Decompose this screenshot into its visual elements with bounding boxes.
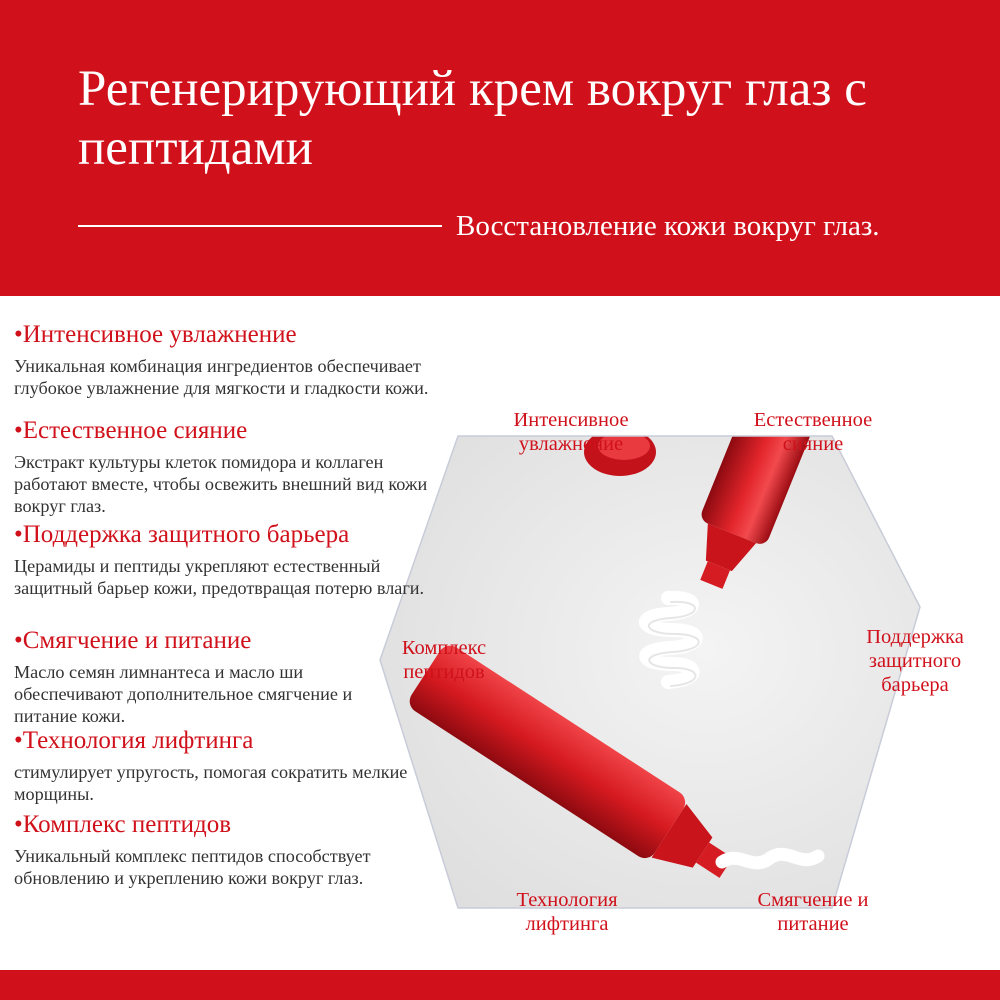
feature-description: Уникальная комбинация ингредиентов обеспечивает глубокое увлажнение для мягкости и гладкости кожи. — [14, 356, 429, 398]
feature-description: Церамиды и пептиды укрепляют естественный защитный барьер кожи, предотвращая потерю влаги. — [14, 556, 425, 598]
feature-item — [14, 520, 484, 599]
feature-item — [14, 810, 484, 889]
feature-description: Масло семян лимнантеса и масло ши обеспечивают дополнительное смягчение и питание кожи. — [14, 662, 353, 726]
feature-title: •Комплекс пептидов — [14, 811, 232, 838]
feature-title: •Поддержка защитного барьера — [14, 521, 350, 548]
feature-description: Уникальный комплекс пептидов способствует обновлению и укреплению кожи вокруг глаз. — [14, 846, 371, 888]
hex-label-barrier: Поддержка защитного барьера — [866, 626, 964, 696]
hex-label-radiance: Естественное сияние — [753, 409, 873, 455]
hex-label-peptides: Комплекс пептидов — [401, 637, 487, 683]
feature-description: Экстракт культуры клеток помидора и коллаген работают вместе, чтобы освежить внешний вид кожи вокруг глаз. — [14, 452, 428, 516]
feature-title: •Естественное сияние — [14, 417, 248, 444]
page-subtitle: Восстановление кожи вокруг глаз. — [456, 210, 880, 242]
feature-item — [14, 726, 484, 805]
feature-title: •Интенсивное увлажнение — [14, 321, 297, 348]
feature-title: •Смягчение и питание — [14, 627, 252, 654]
feature-item — [14, 320, 484, 399]
feature-item — [14, 416, 484, 517]
page-title: Регенерирующий крем вокруг глаз с пептидами — [78, 61, 867, 176]
feature-list — [0, 0, 480, 1000]
feature-title: •Технология лифтинга — [14, 727, 254, 754]
feature-description: стимулирует упругость, помогая сократить мелкие морщины. — [14, 762, 408, 804]
hex-label-moisturizing: Интенсивное увлажнение — [513, 409, 629, 455]
hex-label-lifting: Технология лифтинга — [516, 889, 618, 935]
feature-item — [14, 626, 484, 727]
hex-label-softening: Смягчение и питание — [757, 889, 869, 935]
footer-bar — [0, 970, 1000, 1000]
